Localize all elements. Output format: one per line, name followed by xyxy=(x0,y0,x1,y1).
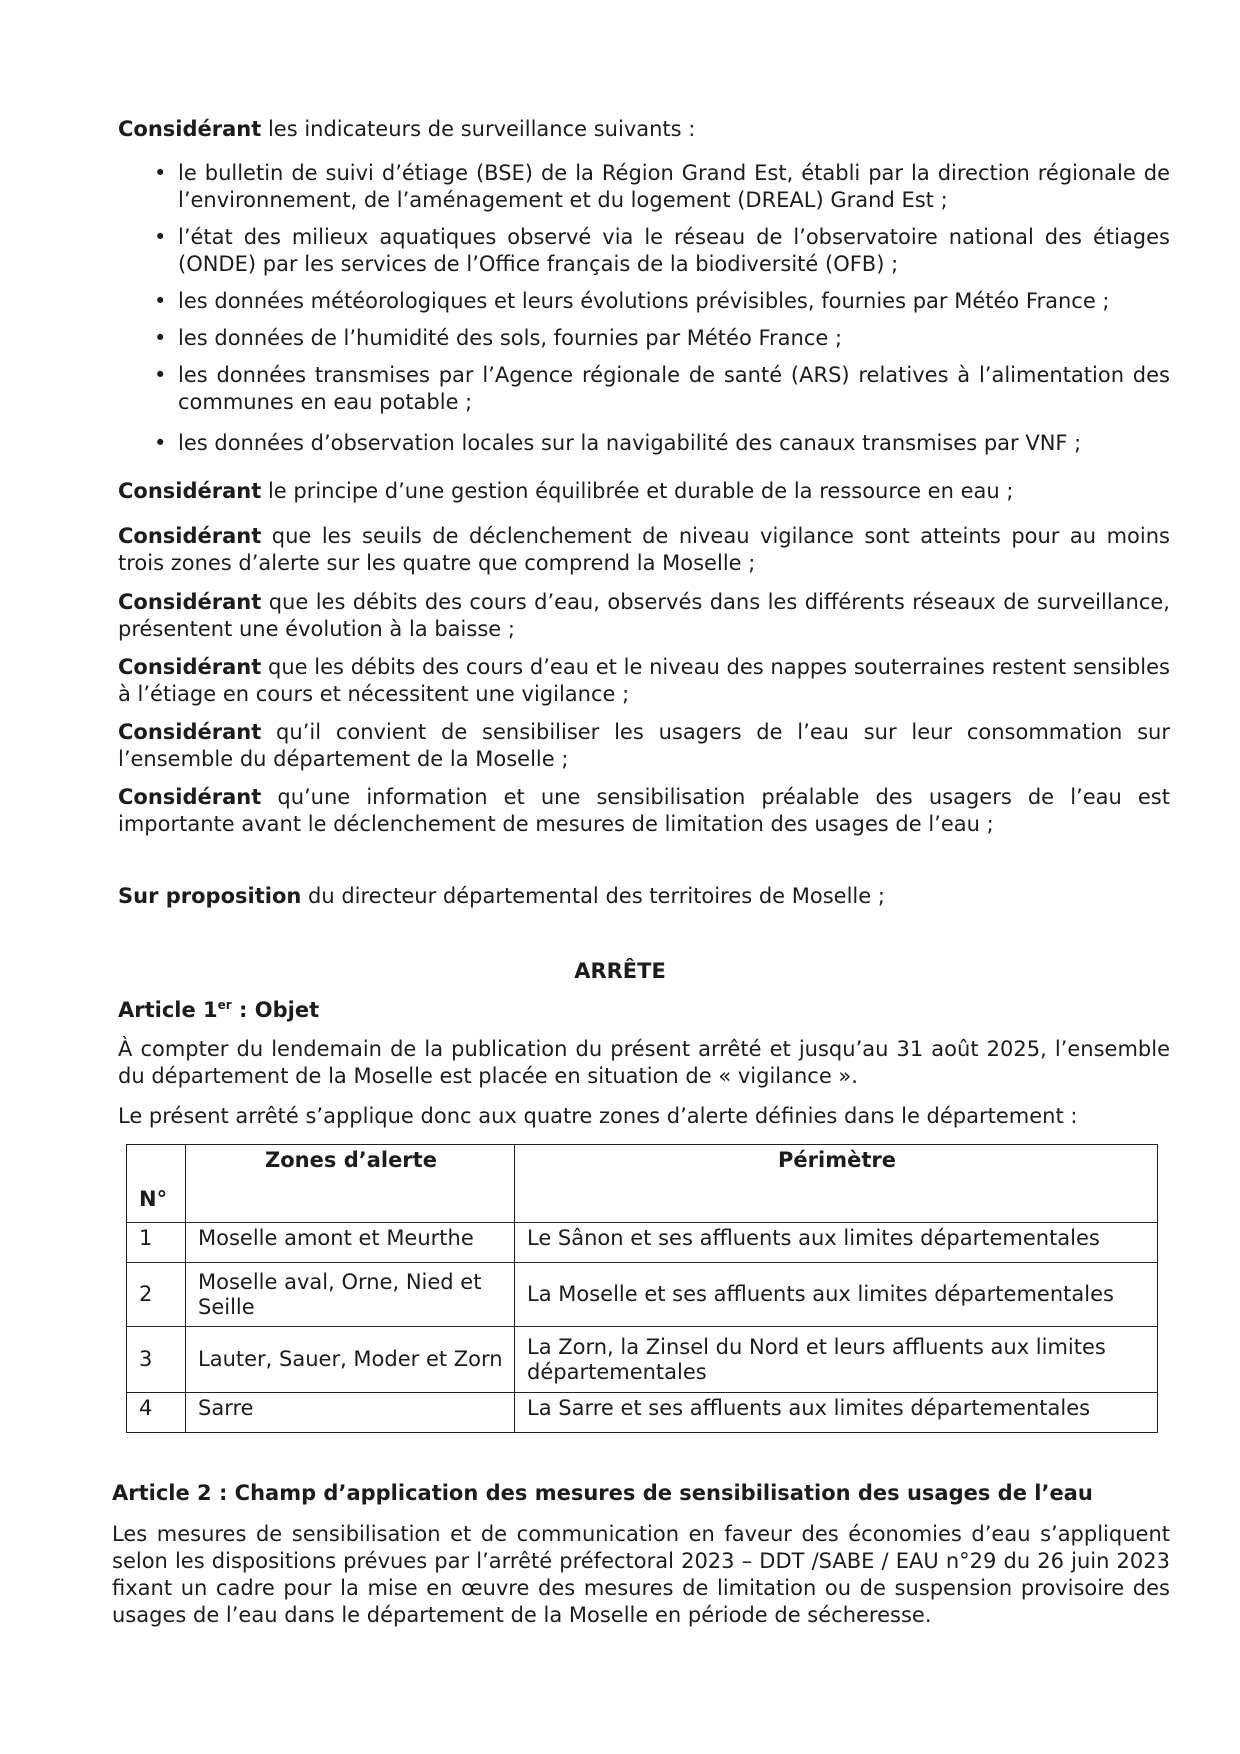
cell-no: 3 xyxy=(127,1327,186,1393)
cell-no: 1 xyxy=(127,1223,186,1263)
article2-title: Article 2 : Champ d’application des mesures de sensibilisation des usages de l’eau xyxy=(112,1481,1093,1505)
table-header-row xyxy=(127,1145,1158,1223)
header-zone: Zones d’alerte xyxy=(186,1145,515,1223)
cell-no: 4 xyxy=(127,1393,186,1433)
indicator-item-meteo: • les données météorologiques et leurs évolutions prévisibles, fournies par Météo France ; xyxy=(150,288,1170,315)
cell-perimetre: La Sarre et ses affluents aux limites départementales xyxy=(515,1393,1158,1433)
proposition-label: Sur proposition xyxy=(118,884,302,908)
intro-line xyxy=(118,116,1170,143)
cell-zone: Moselle aval, Orne, Nied et Seille xyxy=(186,1263,515,1327)
indicator-item-ars: • les données transmises par l’Agence régionale de santé (ARS) relatives à l’alimentation des communes en eau potable ; xyxy=(150,362,1170,416)
article2-body: Les mesures de sensibilisation et de communication en faveur des économies d’eau s’appliquent selon les dispositions prévues par l’arrêté préfectoral 2023 – DDT /SABE / EAU n°29 du 26 juin 2023 fixant un cadre pour la mise en œuvre des mesures de limitation ou de suspension provisoire des usages de l’eau dans le département de la Moselle en période de sécheresse. xyxy=(112,1522,1170,1627)
cell-no: 2 xyxy=(127,1263,186,1327)
considerant-label: Considérant xyxy=(118,720,262,744)
considerant-label: Considérant xyxy=(118,590,262,614)
article1-title-suffix: : Objet xyxy=(231,998,320,1022)
intro-lead-text: les indicateurs de surveillance suivants : xyxy=(261,117,696,141)
considerant-3 xyxy=(118,589,1170,643)
considerant-text: qu’il convient de sensibiliser les usagers de l’eau sur leur consommation sur l’ensemble du département de la Moselle ; xyxy=(118,720,1170,771)
considerant-1 xyxy=(118,478,1170,505)
considerant-text: que les débits des cours d’eau et le niveau des nappes souterraines restent sensibles à l’étiage en cours et nécessitent une vigilance ; xyxy=(118,655,1170,706)
indicator-item-vnf: • les données d’observation locales sur la navigabilité des canaux transmises par VNF ; xyxy=(150,430,1170,457)
considerant-text: que les débits des cours d’eau, observés dans les différents réseaux de surveillance, présentent une évolution à la baisse ; xyxy=(118,590,1170,641)
considerant-text: qu’une information et une sensibilisation préalable des usagers de l’eau est importante avant le déclenchement de mesures de limitation des usages de l’eau ; xyxy=(118,785,1170,836)
cell-zone: Moselle amont et Meurthe xyxy=(186,1223,515,1263)
intro-lead-bold: Considérant xyxy=(118,117,262,141)
header-perimetre: Périmètre xyxy=(515,1145,1158,1223)
proposition-text: du directeur départemental des territoires de Moselle ; xyxy=(301,884,885,908)
considerant-label: Considérant xyxy=(118,655,262,679)
considerant-6 xyxy=(118,784,1170,838)
cell-zone: Sarre xyxy=(186,1393,515,1433)
considerant-text: que les seuils de déclenchement de niveau vigilance sont atteints pour au moins trois zones d’alerte sur les quatre que comprend la Moselle ; xyxy=(118,524,1170,575)
zones-table xyxy=(126,1144,1158,1433)
considerant-5 xyxy=(118,719,1170,773)
article1-title-sup: er xyxy=(217,998,232,1012)
proposition-line xyxy=(118,883,1170,910)
considerant-2 xyxy=(118,523,1170,577)
cell-zone: Lauter, Sauer, Moder et Zorn xyxy=(186,1327,515,1393)
article1-title xyxy=(118,997,1170,1024)
considerant-label: Considérant xyxy=(118,785,262,809)
indicator-item-onde: • l’état des milieux aquatiques observé via le réseau de l’observatoire national des étiages (ONDE) par les services de l’Office français de la biodiversité (OFB) ; xyxy=(150,224,1170,278)
considerant-text: le principe d’une gestion équilibrée et durable de la ressource en eau ; xyxy=(261,479,1014,503)
cell-perimetre: La Zorn, la Zinsel du Nord et leurs affluents aux limites départementales xyxy=(515,1327,1158,1393)
indicator-item-bse: • le bulletin de suivi d’étiage (BSE) de la Région Grand Est, établi par la direction régionale de l’environnement, de l’aménagement et du logement (DREAL) Grand Est ; xyxy=(150,160,1170,214)
considerant-label: Considérant xyxy=(118,479,262,503)
article1-paragraph-1: À compter du lendemain de la publication du présent arrêté et jusqu’au 31 août 2025, l’ensemble du département de la Moselle est placée en situation de « vigilance ». xyxy=(118,1037,1170,1088)
table-row xyxy=(127,1393,1158,1433)
cell-perimetre: Le Sânon et ses affluents aux limites départementales xyxy=(515,1223,1158,1263)
indicator-item-humidite: • les données de l’humidité des sols, fournies par Météo France ; xyxy=(150,325,1170,352)
cell-perimetre: La Moselle et ses affluents aux limites départementales xyxy=(515,1263,1158,1327)
article1-paragraph-2: Le présent arrêté s’applique donc aux quatre zones d’alerte définies dans le département : xyxy=(118,1104,1078,1128)
table-row xyxy=(127,1223,1158,1263)
considerant-4 xyxy=(118,654,1170,708)
indicator-list xyxy=(150,160,1170,457)
header-no: N° xyxy=(127,1145,186,1223)
table-row xyxy=(127,1327,1158,1393)
arrete-title: ARRÊTE xyxy=(574,959,666,983)
article1-title-text: Article 1 xyxy=(118,998,218,1022)
considerant-label: Considérant xyxy=(118,524,262,548)
table-row xyxy=(127,1263,1158,1327)
